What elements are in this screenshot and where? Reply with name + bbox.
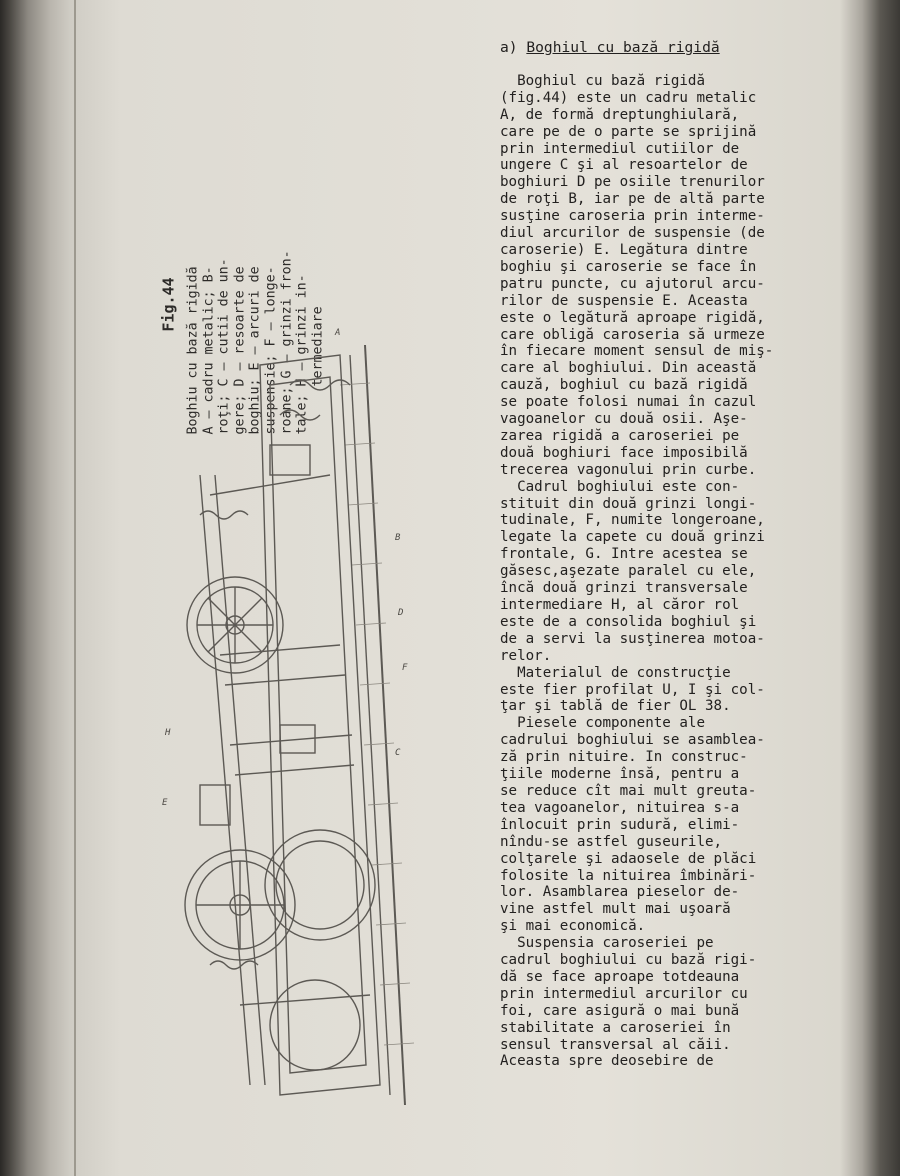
label-h: H xyxy=(165,728,171,738)
text-line: şi mai economică. xyxy=(500,918,646,935)
text-line: susţine caroseria prin interme- xyxy=(500,208,765,225)
text-line: tea vagoanelor, nituirea s-a xyxy=(500,799,740,816)
text-line: ungere C şi al resoartelor de xyxy=(500,157,748,174)
page-edge-shadow xyxy=(74,0,76,1176)
text-line: prin intermediul arcurilor cu xyxy=(500,985,748,1002)
heading-title: Boghiul cu bază rigidă xyxy=(526,39,720,56)
caption-line: gere; D – resoarte de xyxy=(232,266,248,435)
text-line: lor. Asamblarea pieselor de- xyxy=(500,884,740,901)
text-line: colţarele şi adaosele de plăci xyxy=(500,850,757,867)
caption-line: Boghiu cu bază rigidă xyxy=(185,266,201,435)
text-line: este fier profilat U, I şi col- xyxy=(500,681,765,698)
text-line: rilor de suspensie E. Aceasta xyxy=(500,292,748,309)
text-line: intermediare H, al căror rol xyxy=(500,597,740,613)
text-line: care pe de o parte se sprijină xyxy=(500,123,757,140)
label-d: D xyxy=(398,608,404,618)
text-line: care al boghiului. Din această xyxy=(500,360,757,377)
text-line: de a servi la susţinerea motoa- xyxy=(500,630,765,647)
text-line: tudinale, F, numite longeroane, xyxy=(500,512,765,529)
label-f: F xyxy=(402,663,408,673)
text-line: se poate folosi numai în cazul xyxy=(500,394,757,411)
text-line: ţiile moderne însă, pentru a xyxy=(500,766,740,783)
text-line: nîndu-se astfel guseurile, xyxy=(500,833,723,850)
text-line: Cadrul boghiului este con- xyxy=(500,478,740,495)
label-b: B xyxy=(395,533,401,543)
text-line: Piesele componente ale xyxy=(500,715,705,732)
text-line: folosite la nituirea îmbinări- xyxy=(500,867,757,884)
text-line: cauză, boghiul cu bază rigidă xyxy=(500,377,748,394)
caption-line: boghiu; E – arcuri de xyxy=(247,266,263,435)
heading-prefix: a) xyxy=(500,39,527,56)
text-line: cadrului boghiului se asamblea- xyxy=(500,732,765,749)
text-line: Boghiul cu bază rigidă xyxy=(500,72,705,89)
text-line: trecerea vagonului prin curbe. xyxy=(500,461,757,478)
text-line: foi, care asigură o mai bună xyxy=(500,1002,740,1019)
text-line: legate la capete cu două grinzi xyxy=(500,529,765,546)
text-line: cadrul boghiului cu bază rigi- xyxy=(500,952,757,969)
text-line: ză prin nituire. In construc- xyxy=(500,749,748,766)
text-line: stituit din două grinzi longi- xyxy=(500,495,757,512)
text-line: este o legătură aproape rigidă, xyxy=(500,309,765,326)
text-line: stabilitate a caroseriei în xyxy=(500,1019,731,1036)
label-e: E xyxy=(162,798,168,808)
body-text-column xyxy=(500,40,845,1070)
text-line: boghiu şi caroserie se face în xyxy=(500,258,757,275)
text-line: Materialul de construcţie xyxy=(500,664,731,681)
text-line: A, de formă dreptunghiulară, xyxy=(500,106,740,123)
text-line: în fiecare moment sensul de miş- xyxy=(500,343,774,360)
caption-line: roane; G – grinzi fron- xyxy=(279,250,295,435)
text-line: boghiuri D pe osiile trenurilor xyxy=(500,174,765,191)
text-line: (fig.44) este un cadru metalic xyxy=(500,89,757,106)
text-line: zarea rigidă a caroseriei pe xyxy=(500,427,740,444)
caption-line: termediare xyxy=(310,306,326,435)
text-line: care obligă caroseria să urmeze xyxy=(500,326,765,343)
section-heading xyxy=(500,40,845,57)
text-line: diul arcurilor de suspensie (de xyxy=(500,225,765,242)
text-line: de roţi B, iar pe de altă parte xyxy=(500,191,765,208)
text-line: relor. xyxy=(500,647,552,664)
figure-number: Fig.44 xyxy=(159,277,178,332)
caption-line: tale; H – grinzi in- xyxy=(294,274,310,435)
text-line: se reduce cît mai mult greuta- xyxy=(500,782,757,799)
text-line: găsesc,aşezate paralel cu ele, xyxy=(500,563,757,580)
label-c: C xyxy=(395,748,401,758)
caption-line: A – cadru metalic; B- xyxy=(201,266,217,435)
text-line: Suspensia caroseriei pe xyxy=(500,935,714,952)
bogie-technical-drawing xyxy=(140,325,440,1115)
caption-line: suspensie; F – longe- xyxy=(263,266,279,435)
text-line: sensul transversal al căii. xyxy=(500,1036,731,1053)
text-line: dă se face aproape totdeauna xyxy=(500,968,740,985)
text-line: înlocuit prin sudură, elimi- xyxy=(500,816,740,833)
text-line: vine astfel mult mai uşoară xyxy=(500,901,731,918)
text-line: este de a consolida boghiul şi xyxy=(500,613,757,630)
caption-line: roţi; C – cutii de un- xyxy=(216,258,232,435)
text-line: încă două grinzi transversale xyxy=(500,580,748,597)
bogie-drawing-svg xyxy=(140,325,440,1115)
label-a: A xyxy=(335,328,341,338)
text-line: ţar şi tablă de fier OL 38. xyxy=(500,698,731,715)
body-paragraphs xyxy=(500,73,845,1070)
text-line: caroserie) E. Legătura dintre xyxy=(500,241,748,258)
text-line: prin intermediul cutiilor de xyxy=(500,140,740,157)
text-line: vagoanelor cu două osii. Aşe- xyxy=(500,411,748,428)
text-line: frontale, G. Intre acestea se xyxy=(500,546,748,563)
text-line: Aceasta spre deosebire de xyxy=(500,1053,714,1070)
text-line: două boghiuri face imposibilă xyxy=(500,444,748,461)
text-line: patru puncte, cu ajutorul arcu- xyxy=(500,275,765,292)
